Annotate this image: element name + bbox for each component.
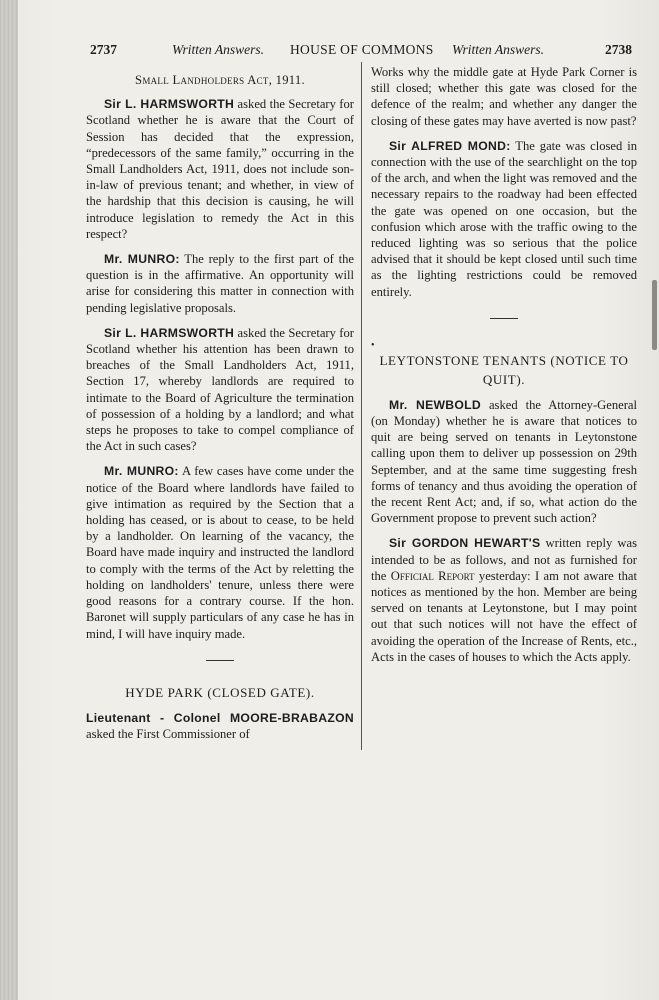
question-text: asked the Attorney-General (on Monday) whether he is aware that notices to quit are being served on tenants in Leytonstone calling upon them to deliver up possession on 29th September, and at the same time suggesting fresh forms of tenancy and thus avoiding the operation of the recent Rent Act; and, if so, what action do the Government propose to prevent such action? xyxy=(371,397,638,526)
speaker-name: Sir GORDON HEWART'S xyxy=(389,536,541,551)
answer-text: The gate was closed in connection with the use of the searchlight on the top of the arch, and when the light was removed and the necessary repairs to the roadway had been effected the gate was opened on one occasion, but the confusion which arose with the traffic owing to the reduced lighting was so serious that the police advised that it should be kept closed until such time as the lighting restrictions could be removed entirely. xyxy=(371,138,638,299)
speaker-name: Sir ALFRED MOND: xyxy=(389,138,511,153)
question-moore-brabazon xyxy=(86,710,354,742)
page-number-left: 2737 xyxy=(90,42,117,57)
speaker-name: Sir L. HARMSWORTH xyxy=(104,325,235,340)
answer-munro-2 xyxy=(86,463,354,641)
speaker-name: Lieutenant - Colonel MOORE-BRABAZON xyxy=(86,710,354,725)
question-newbold xyxy=(371,397,637,527)
speaker-name: Mr. MUNRO: xyxy=(104,464,179,479)
section-separator xyxy=(206,660,234,661)
section-heading-hyde-park: HYDE PARK (CLOSED GATE). xyxy=(125,684,315,700)
question-harmsworth-1 xyxy=(86,96,354,242)
answer-text-b: yesterday: I am not aware that notices as mentioned by the hon. Member are being served on tenants at Leytonstone, but I may point out that such notices will not have the effect of avoiding the operation of the Increase of Rents, etc., Acts in the cases of houses to which the Acts apply. xyxy=(371,568,637,664)
question-text: asked the First Commissioner of xyxy=(86,726,250,741)
book-binding-edge xyxy=(0,0,18,1000)
page-number-right: 2738 xyxy=(605,42,632,57)
speaker-name: Mr. MUNRO: xyxy=(104,252,180,267)
section-heading-leytonstone: LEYTONSTONE TENANTS (NOTICE TO QUIT). xyxy=(379,352,629,387)
answer-hewart xyxy=(371,535,637,665)
header-written-answers-left: Written Answers. xyxy=(172,42,265,57)
section-separator xyxy=(490,318,518,319)
answer-munro-1 xyxy=(86,251,354,316)
question-text: asked the Secretary for Scotland whether his attention has been drawn to breaches of the Small Landholders Act, 1911, Section 17, whereby landlords are required to intimate to the Board of Agriculture the termination of possession of a holding by a landlord; and what steps he proposes to take to compel compliance of the Act in such cases? xyxy=(86,325,354,454)
page-edge-mark xyxy=(652,280,657,350)
question-text: asked the Secretary for Scotland whether he is aware that the Court of Session has decided that the expression, “predecessors of the same family,” occurring in the Small Landholders Act, 1911, does not include son-in-law of previous tenant; and whether, in view of the hardship that this decision is causing, he will introduce legislation to remedy the Act in this respect? xyxy=(86,97,354,241)
left-column xyxy=(86,66,354,751)
speaker-name: Mr. NEWBOLD xyxy=(389,397,482,412)
right-column xyxy=(371,64,637,674)
answer-text: A few cases have come under the notice of the Board where landlords have failed to give intimation as required by the Section that a holding has ceased, or is about to cease, to be held by a landholder. On learning of the vacancy, the Board have made inquiry and instructed the landlord to comply with the terms of the Act by reletting the holding on landholders' tenure, unless there were good reasons for a contrary course. If the hon. Baronet will supply particulars of any case he has in mind, I will have inquiry made. xyxy=(86,464,354,641)
header-written-answers-right: Written Answers. xyxy=(452,42,545,57)
official-report-name: Official Report xyxy=(390,568,475,583)
question-harmsworth-2 xyxy=(86,325,354,455)
section-heading-small-landholders: Small Landholders Act, 1911. xyxy=(135,73,305,87)
running-header xyxy=(90,42,632,62)
header-title: HOUSE OF COMMONS xyxy=(290,42,434,57)
answer-mond xyxy=(371,138,637,300)
column-divider xyxy=(361,62,362,750)
answer-text: The reply to the first part of the question is in the affirmative. An opportunity will arise for considering this matter in connection with pending legislative proposals. xyxy=(86,252,355,315)
answer-text-a: written reply was intended to be as follows, and not as furnished for the xyxy=(371,536,637,583)
speaker-name: Sir L. HARMSWORTH xyxy=(104,97,235,112)
stray-mark: • xyxy=(371,339,375,351)
question-continuation: Works why the middle gate at Hyde Park Corner is still closed; whether this gate was closed for the defence of the realm; and whether any danger the closing of these gates may have averted is now past? xyxy=(371,65,637,128)
